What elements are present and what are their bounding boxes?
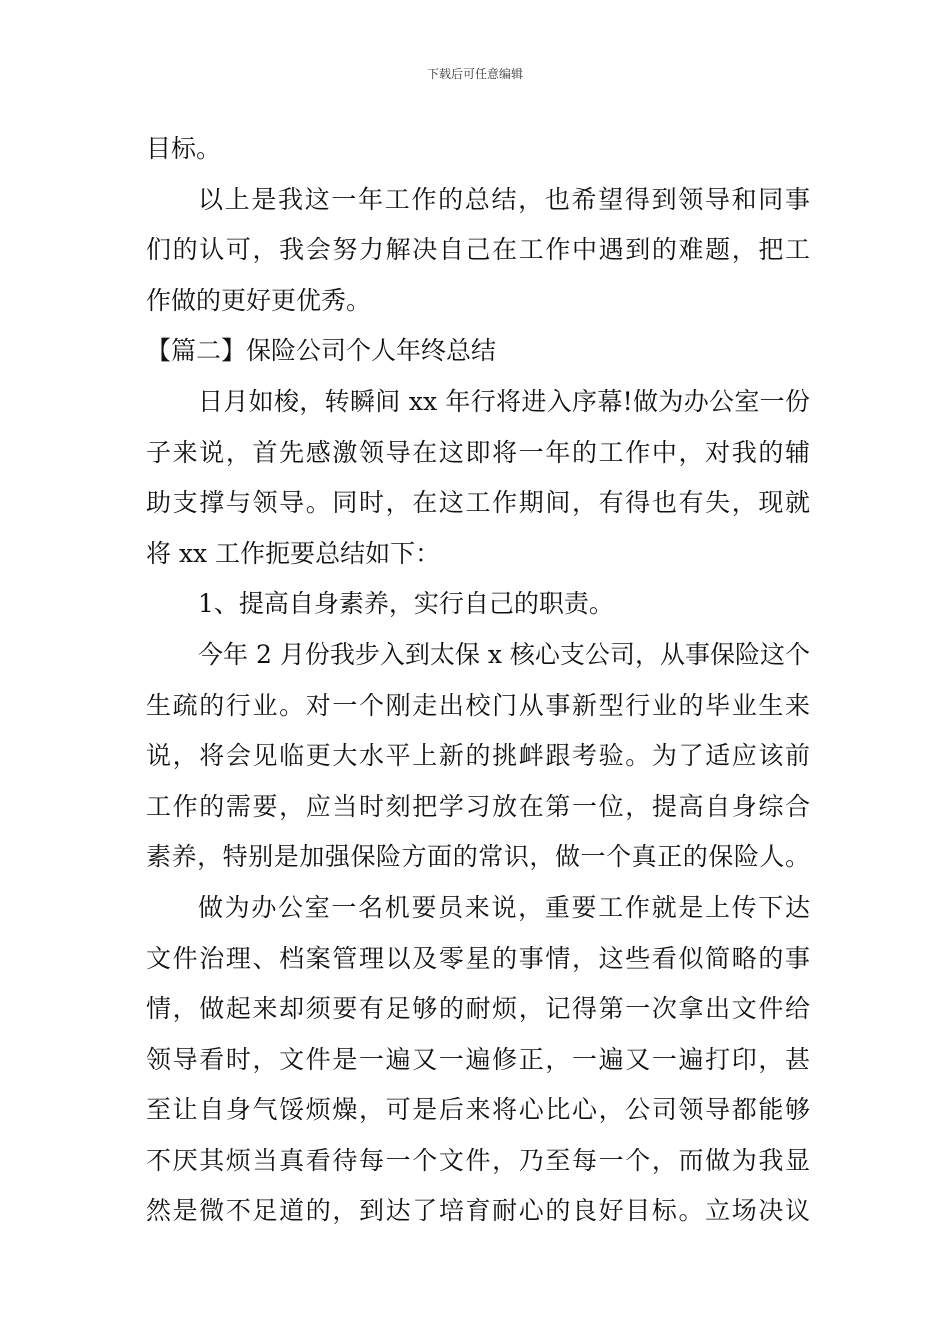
text-line: 们的认可，我会努力解决自己在工作中遇到的难题，把工 [146, 235, 810, 265]
text-line: 至让自身气馁烦燥，可是后来将心比心，公司领导都能够 [146, 1095, 810, 1125]
text-line: 作做的更好更优秀。 [146, 285, 372, 315]
text-line: 说，将会见临更大水平上新的挑衅跟考验。为了适应该前 [146, 741, 810, 771]
text-line: 子来说，首先感激领导在这即将一年的工作中，对我的辅 [146, 437, 810, 467]
text-line: 以上是我这一年工作的总结，也希望得到领导和同事 [198, 184, 810, 214]
text-line: 生疏的行业。对一个刚走出校门从事新型行业的毕业生来 [146, 690, 810, 720]
text-line: 做为办公室一名机要员来说，重要工作就是上传下达 [198, 892, 810, 922]
text-line: 今年 2 月份我步入到太保 x 核心支公司，从事保险这个 [198, 639, 810, 669]
text-line: 助支撑与领导。同时，在这工作期间，有得也有失，现就 [146, 488, 810, 518]
text-line: 领导看时，文件是一遍又一遍修正，一遍又一遍打印，甚 [146, 1044, 810, 1074]
section-heading: 【篇二】保险公司个人年终总结 [146, 336, 497, 366]
text-line: 文件治理、档案管理以及零星的事情，这些看似简略的事 [146, 943, 810, 973]
text-line: 不厌其烦当真看待每一个文件，乃至每一个，而做为我显 [146, 1145, 810, 1175]
text-line: 将 xx 工作扼要总结如下： [146, 538, 441, 568]
document-body [146, 124, 810, 1237]
text-line: 然是微不足道的，到达了培育耐心的良好目标。立场决议 [146, 1196, 810, 1226]
text-line: 日月如梭，转瞬间 xx 年行将进入序幕!做为办公室一份 [198, 386, 810, 416]
text-line: 工作的需要，应当时刻把学习放在第一位，提高自身综合 [146, 791, 810, 821]
text-line: 目标。 [146, 134, 222, 163]
text-line: 素养，特别是加强保险方面的常识，做一个真正的保险人。 [146, 842, 810, 872]
text-line: 情，做起来却须要有足够的耐烦，记得第一次拿出文件给 [146, 994, 810, 1024]
page-header: 下载后可任意编辑 [426, 67, 523, 81]
list-item-heading: 1、提高自身素养，实行自己的职责。 [198, 589, 614, 619]
